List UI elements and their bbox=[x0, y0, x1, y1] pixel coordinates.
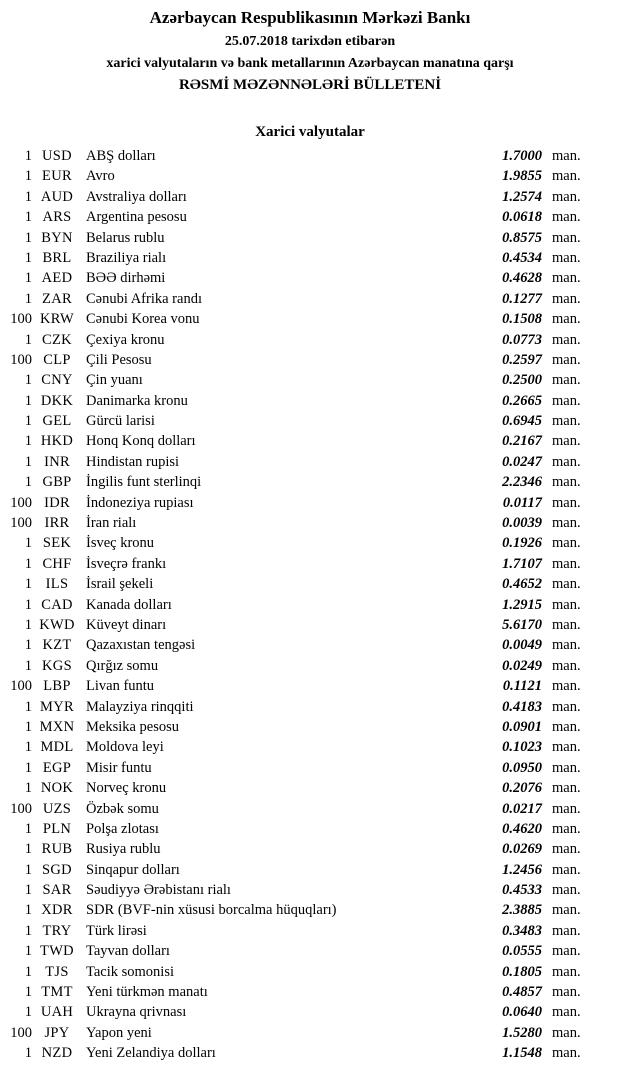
rate-value: 0.8575 bbox=[502, 229, 542, 246]
currency-code: CLP bbox=[43, 351, 71, 368]
bank-title: Azərbaycan Respublikasının Mərkəzi Bankı bbox=[149, 8, 471, 27]
currency-name: İran rialı bbox=[86, 515, 137, 532]
currency-name: BƏƏ dirhəmi bbox=[86, 270, 166, 287]
qty-cell: 1 bbox=[24, 229, 32, 246]
rate-value: 0.2500 bbox=[502, 372, 542, 389]
unit-label: man. bbox=[552, 290, 581, 307]
currency-code: BRL bbox=[42, 249, 72, 266]
currency-name: Rusiya rublu bbox=[86, 841, 161, 858]
unit-label: man. bbox=[552, 555, 581, 572]
currency-code: LBP bbox=[43, 678, 71, 695]
currency-code: KGS bbox=[42, 657, 72, 674]
currency-name: İsveçrə frankı bbox=[86, 555, 167, 572]
qty-cell: 1 bbox=[24, 1045, 32, 1062]
unit-label: man. bbox=[552, 188, 581, 205]
unit-label: man. bbox=[552, 392, 581, 409]
rate-value: 0.0773 bbox=[502, 331, 542, 348]
qty-cell: 1 bbox=[24, 209, 32, 226]
currency-code: TMT bbox=[41, 984, 73, 1001]
rate-value: 0.1805 bbox=[502, 963, 542, 980]
rate-row bbox=[0, 595, 590, 615]
rate-value: 0.4628 bbox=[502, 270, 542, 287]
rate-value: 2.2346 bbox=[502, 474, 542, 491]
qty-cell: 100 bbox=[10, 351, 32, 368]
unit-label: man. bbox=[552, 433, 581, 450]
currency-code: PLN bbox=[42, 820, 72, 837]
rate-row bbox=[0, 513, 590, 533]
unit-label: man. bbox=[552, 331, 581, 348]
rate-row bbox=[0, 248, 590, 268]
rate-row bbox=[0, 472, 590, 492]
currency-code: INR bbox=[44, 453, 70, 470]
rate-value: 0.2597 bbox=[502, 351, 542, 368]
qty-cell: 1 bbox=[24, 1004, 32, 1021]
rate-value: 0.6945 bbox=[502, 413, 542, 430]
currency-code: MDL bbox=[40, 739, 74, 756]
currency-name: Danimarka kronu bbox=[86, 392, 188, 409]
qty-cell: 1 bbox=[24, 270, 32, 287]
unit-label: man. bbox=[552, 535, 581, 552]
qty-cell: 1 bbox=[24, 739, 32, 756]
qty-cell: 1 bbox=[24, 963, 32, 980]
currency-name: Səudiyyə Ərəbistanı rialı bbox=[86, 882, 231, 899]
rate-value: 0.4620 bbox=[502, 820, 542, 837]
rate-value: 0.4183 bbox=[502, 698, 542, 715]
currency-name: ABŞ dolları bbox=[86, 148, 156, 164]
currency-name: Tayvan dolları bbox=[86, 943, 170, 960]
rate-value: 0.0950 bbox=[502, 759, 542, 776]
unit-label: man. bbox=[552, 576, 581, 593]
currency-code: XDR bbox=[41, 902, 73, 919]
currency-code: ILS bbox=[45, 576, 69, 593]
rate-value: 0.1926 bbox=[502, 535, 542, 552]
rate-row bbox=[0, 860, 590, 880]
currency-code: CHF bbox=[42, 555, 72, 572]
currency-code: AED bbox=[41, 270, 73, 287]
qty-cell: 1 bbox=[24, 535, 32, 552]
currency-name: Yeni Zelandiya dolları bbox=[86, 1045, 216, 1062]
currency-name: Türk lirəsi bbox=[86, 922, 147, 939]
rate-value: 0.2665 bbox=[502, 392, 542, 409]
rate-value: 5.6170 bbox=[502, 616, 542, 633]
qty-cell: 1 bbox=[24, 841, 32, 858]
rate-row bbox=[0, 493, 590, 513]
unit-label: man. bbox=[552, 168, 581, 185]
unit-label: man. bbox=[552, 596, 581, 613]
effective-date: 25.07.2018 tarixdən etibarən bbox=[224, 34, 396, 49]
currency-name: Norveç kronu bbox=[86, 780, 167, 797]
rate-row bbox=[0, 431, 590, 451]
rate-row bbox=[0, 452, 590, 472]
qty-cell: 1 bbox=[24, 188, 32, 205]
currency-code: SAR bbox=[42, 882, 72, 899]
currency-name: Ukrayna qrivnası bbox=[86, 1004, 187, 1021]
currency-code: MXN bbox=[39, 718, 75, 735]
qty-cell: 1 bbox=[24, 698, 32, 715]
rates-table bbox=[0, 146, 620, 1064]
unit-label: man. bbox=[552, 861, 581, 878]
qty-cell: 1 bbox=[24, 596, 32, 613]
bulletin-title: RƏSMİ MƏZƏNNƏLƏRİ BÜLLETENİ bbox=[178, 77, 442, 93]
unit-label: man. bbox=[552, 841, 581, 858]
rate-row bbox=[0, 1043, 590, 1063]
unit-label: man. bbox=[552, 984, 581, 1001]
qty-cell: 1 bbox=[24, 555, 32, 572]
currency-name: Qazaxıstan tengəsi bbox=[86, 637, 196, 654]
currency-code: AUD bbox=[40, 188, 74, 205]
unit-label: man. bbox=[552, 351, 581, 368]
currency-name: Tacik somonisi bbox=[86, 963, 174, 980]
unit-label: man. bbox=[552, 372, 581, 389]
qty-cell: 1 bbox=[24, 392, 32, 409]
section-title-foreign-currencies: Xarici valyutalar bbox=[255, 124, 365, 140]
rate-value: 1.5280 bbox=[502, 1024, 542, 1041]
currency-name: İngilis funt sterlinqi bbox=[86, 474, 202, 491]
unit-label: man. bbox=[552, 616, 581, 633]
qty-cell: 1 bbox=[24, 331, 32, 348]
qty-cell: 100 bbox=[10, 515, 32, 532]
currency-name: Yapon yeni bbox=[86, 1024, 152, 1041]
currency-name: Cənubi Afrika randı bbox=[86, 290, 202, 307]
currency-name: Çexiya kronu bbox=[86, 331, 165, 348]
rate-value: 1.2456 bbox=[502, 861, 542, 878]
rate-value: 0.3483 bbox=[502, 922, 542, 939]
currency-name: Avro bbox=[86, 168, 115, 185]
unit-label: man. bbox=[552, 800, 581, 817]
currency-code: CZK bbox=[42, 331, 72, 348]
currency-name: Argentina pesosu bbox=[86, 209, 187, 226]
rate-row bbox=[0, 758, 590, 778]
rate-value: 2.3885 bbox=[502, 902, 542, 919]
currency-code: CAD bbox=[41, 596, 73, 613]
unit-label: man. bbox=[552, 494, 581, 511]
rate-value: 0.0901 bbox=[502, 718, 542, 735]
unit-label: man. bbox=[552, 515, 581, 532]
qty-cell: 100 bbox=[10, 678, 32, 695]
rate-row bbox=[0, 737, 590, 757]
unit-label: man. bbox=[552, 922, 581, 939]
document-subtitle: xarici valyutaların və bank metallarının Azərbaycan manatına qarşı bbox=[106, 56, 514, 71]
unit-label: man. bbox=[552, 249, 581, 266]
currency-name: Yeni türkmən manatı bbox=[86, 984, 208, 1001]
qty-cell: 1 bbox=[24, 637, 32, 654]
currency-code: UAH bbox=[40, 1004, 74, 1021]
unit-label: man. bbox=[552, 678, 581, 695]
unit-label: man. bbox=[552, 209, 581, 226]
rate-value: 0.0618 bbox=[502, 209, 542, 226]
currency-code: TJS bbox=[45, 963, 69, 980]
qty-cell: 100 bbox=[10, 1024, 32, 1041]
rate-row bbox=[0, 289, 590, 309]
rate-value: 0.0217 bbox=[502, 800, 542, 817]
rate-value: 0.0117 bbox=[502, 494, 542, 511]
currency-name: Hindistan rupisi bbox=[86, 453, 180, 470]
rate-value: 1.2915 bbox=[502, 596, 542, 613]
currency-code: BYN bbox=[41, 229, 73, 246]
currency-code: TWD bbox=[40, 943, 74, 960]
currency-code: KRW bbox=[40, 311, 74, 328]
rate-value: 0.4857 bbox=[502, 984, 542, 1001]
rate-row bbox=[0, 411, 590, 431]
rate-row bbox=[0, 799, 590, 819]
unit-label: man. bbox=[552, 311, 581, 328]
rate-row bbox=[0, 268, 590, 288]
qty-cell: 1 bbox=[24, 413, 32, 430]
qty-cell: 1 bbox=[24, 148, 32, 164]
unit-label: man. bbox=[552, 637, 581, 654]
unit-label: man. bbox=[552, 902, 581, 919]
qty-cell: 1 bbox=[24, 984, 32, 1001]
currency-name: Moldova leyi bbox=[86, 739, 164, 756]
currency-code: MYR bbox=[40, 698, 74, 715]
rate-row bbox=[0, 635, 590, 655]
currency-code: GEL bbox=[42, 413, 72, 430]
qty-cell: 1 bbox=[24, 922, 32, 939]
qty-cell: 1 bbox=[24, 433, 32, 450]
rate-row bbox=[0, 900, 590, 920]
qty-cell: 1 bbox=[24, 453, 32, 470]
rate-row bbox=[0, 309, 590, 329]
currency-code: KZT bbox=[42, 637, 72, 654]
rate-value: 0.4534 bbox=[502, 249, 542, 266]
rate-value: 1.2574 bbox=[502, 188, 542, 205]
unit-label: man. bbox=[552, 943, 581, 960]
currency-name: Avstraliya dolları bbox=[86, 188, 187, 205]
unit-label: man. bbox=[552, 474, 581, 491]
rate-row bbox=[0, 533, 590, 553]
rate-row bbox=[0, 717, 590, 737]
currency-code: IRR bbox=[44, 515, 70, 532]
rate-row bbox=[0, 819, 590, 839]
qty-cell: 1 bbox=[24, 759, 32, 776]
rate-value: 0.1508 bbox=[502, 311, 542, 328]
rate-row bbox=[0, 187, 590, 207]
rate-value: 1.7107 bbox=[502, 555, 542, 572]
unit-label: man. bbox=[552, 657, 581, 674]
rate-value: 0.0249 bbox=[502, 657, 542, 674]
rate-row bbox=[0, 350, 590, 370]
unit-label: man. bbox=[552, 698, 581, 715]
rate-row bbox=[0, 228, 590, 248]
qty-cell: 1 bbox=[24, 943, 32, 960]
currency-code: EUR bbox=[42, 168, 72, 185]
currency-name: Honq Konq dolları bbox=[86, 433, 196, 450]
rate-value: 1.7000 bbox=[502, 148, 542, 164]
currency-code: DKK bbox=[40, 392, 74, 409]
currency-name: Livan funtu bbox=[86, 678, 155, 695]
qty-cell: 1 bbox=[24, 249, 32, 266]
qty-cell: 1 bbox=[24, 576, 32, 593]
rate-value: 0.0555 bbox=[502, 943, 542, 960]
currency-code: USD bbox=[42, 148, 72, 164]
rate-value: 0.2167 bbox=[502, 433, 542, 450]
qty-cell: 100 bbox=[10, 311, 32, 328]
currency-name: SDR (BVF-nin xüsusi borcalma hüquqları) bbox=[86, 902, 337, 919]
rate-row bbox=[0, 166, 590, 186]
unit-label: man. bbox=[552, 270, 581, 287]
currency-name: Polşa zlotası bbox=[86, 820, 159, 837]
rate-row bbox=[0, 554, 590, 574]
currency-code: NZD bbox=[41, 1045, 73, 1062]
qty-cell: 100 bbox=[10, 800, 32, 817]
rate-row bbox=[0, 676, 590, 696]
qty-cell: 1 bbox=[24, 474, 32, 491]
rate-row bbox=[0, 941, 590, 961]
unit-label: man. bbox=[552, 148, 581, 164]
currency-name: İsrail şekeli bbox=[86, 576, 154, 593]
rate-value: 0.1023 bbox=[502, 739, 542, 756]
currency-name: Gürcü larisi bbox=[86, 413, 155, 430]
qty-cell: 1 bbox=[24, 168, 32, 185]
currency-name: Braziliya rialı bbox=[86, 249, 167, 266]
unit-label: man. bbox=[552, 718, 581, 735]
currency-name: Misir funtu bbox=[86, 759, 152, 776]
currency-name: Özbək somu bbox=[86, 800, 159, 817]
currency-code: SEK bbox=[42, 535, 72, 552]
currency-code: NOK bbox=[40, 780, 74, 797]
qty-cell: 100 bbox=[10, 494, 32, 511]
rate-row bbox=[0, 962, 590, 982]
rate-value: 0.0049 bbox=[502, 637, 542, 654]
currency-name: Belarus rublu bbox=[86, 229, 165, 246]
currency-name: Qırğız somu bbox=[86, 657, 159, 674]
unit-label: man. bbox=[552, 820, 581, 837]
currency-name: Meksika pesosu bbox=[86, 718, 180, 735]
qty-cell: 1 bbox=[24, 861, 32, 878]
rate-value: 0.4652 bbox=[502, 576, 542, 593]
rate-row bbox=[0, 778, 590, 798]
rate-value: 0.0269 bbox=[502, 841, 542, 858]
rate-row bbox=[0, 982, 590, 1002]
currency-code: CNY bbox=[41, 372, 73, 389]
unit-label: man. bbox=[552, 413, 581, 430]
unit-label: man. bbox=[552, 1045, 581, 1062]
qty-cell: 1 bbox=[24, 882, 32, 899]
qty-cell: 1 bbox=[24, 780, 32, 797]
currency-name: Kanada dolları bbox=[86, 596, 172, 613]
currency-name: İndoneziya rupiası bbox=[86, 494, 194, 511]
rate-value: 0.0247 bbox=[502, 453, 542, 470]
rate-value: 0.2076 bbox=[502, 780, 542, 797]
currency-code: ZAR bbox=[42, 290, 72, 307]
unit-label: man. bbox=[552, 1024, 581, 1041]
currency-name: Küveyt dinarı bbox=[86, 616, 167, 633]
currency-code: JPY bbox=[44, 1024, 70, 1041]
currency-code: SGD bbox=[42, 861, 72, 878]
unit-label: man. bbox=[552, 453, 581, 470]
rate-row bbox=[0, 1023, 590, 1043]
rate-value: 0.4533 bbox=[502, 882, 542, 899]
currency-code: HKD bbox=[40, 433, 74, 450]
rate-row bbox=[0, 697, 590, 717]
unit-label: man. bbox=[552, 1004, 581, 1021]
rate-row bbox=[0, 330, 590, 350]
currency-code: UZS bbox=[42, 800, 72, 817]
rate-value: 0.0640 bbox=[502, 1004, 542, 1021]
rate-row bbox=[0, 656, 590, 676]
unit-label: man. bbox=[552, 882, 581, 899]
qty-cell: 1 bbox=[24, 290, 32, 307]
currency-name: Çin yuanı bbox=[86, 372, 143, 389]
rate-value: 0.1121 bbox=[502, 678, 542, 695]
rate-value: 1.9855 bbox=[502, 168, 542, 185]
rate-row bbox=[0, 370, 590, 390]
rate-row bbox=[0, 146, 590, 166]
rate-value: 0.0039 bbox=[502, 515, 542, 532]
rate-row bbox=[0, 615, 590, 635]
unit-label: man. bbox=[552, 780, 581, 797]
currency-name: Cənubi Korea vonu bbox=[86, 311, 200, 328]
rate-value: 1.1548 bbox=[502, 1045, 542, 1062]
qty-cell: 1 bbox=[24, 902, 32, 919]
currency-name: Sinqapur dolları bbox=[86, 861, 180, 878]
currency-code: IDR bbox=[44, 494, 70, 511]
rate-row bbox=[0, 391, 590, 411]
qty-cell: 1 bbox=[24, 616, 32, 633]
currency-code: KWD bbox=[39, 616, 75, 633]
rate-row bbox=[0, 574, 590, 594]
unit-label: man. bbox=[552, 229, 581, 246]
qty-cell: 1 bbox=[24, 657, 32, 674]
currency-name: Çili Pesosu bbox=[86, 351, 152, 368]
unit-label: man. bbox=[552, 759, 581, 776]
unit-label: man. bbox=[552, 739, 581, 756]
currency-name: İsveç kronu bbox=[86, 535, 155, 552]
unit-label: man. bbox=[552, 963, 581, 980]
rate-row bbox=[0, 839, 590, 859]
document-header bbox=[0, 8, 620, 94]
currency-code: TRY bbox=[42, 922, 72, 939]
qty-cell: 1 bbox=[24, 718, 32, 735]
rate-row bbox=[0, 880, 590, 900]
qty-cell: 1 bbox=[24, 820, 32, 837]
currency-name: Malayziya rinqqiti bbox=[86, 698, 194, 715]
rate-row bbox=[0, 921, 590, 941]
currency-code: EGP bbox=[42, 759, 72, 776]
rate-row bbox=[0, 207, 590, 227]
currency-code: RUB bbox=[41, 841, 73, 858]
rate-value: 0.1277 bbox=[502, 290, 542, 307]
currency-code: GBP bbox=[42, 474, 72, 491]
currency-code: ARS bbox=[42, 209, 72, 226]
rate-row bbox=[0, 1002, 590, 1022]
qty-cell: 1 bbox=[24, 372, 32, 389]
